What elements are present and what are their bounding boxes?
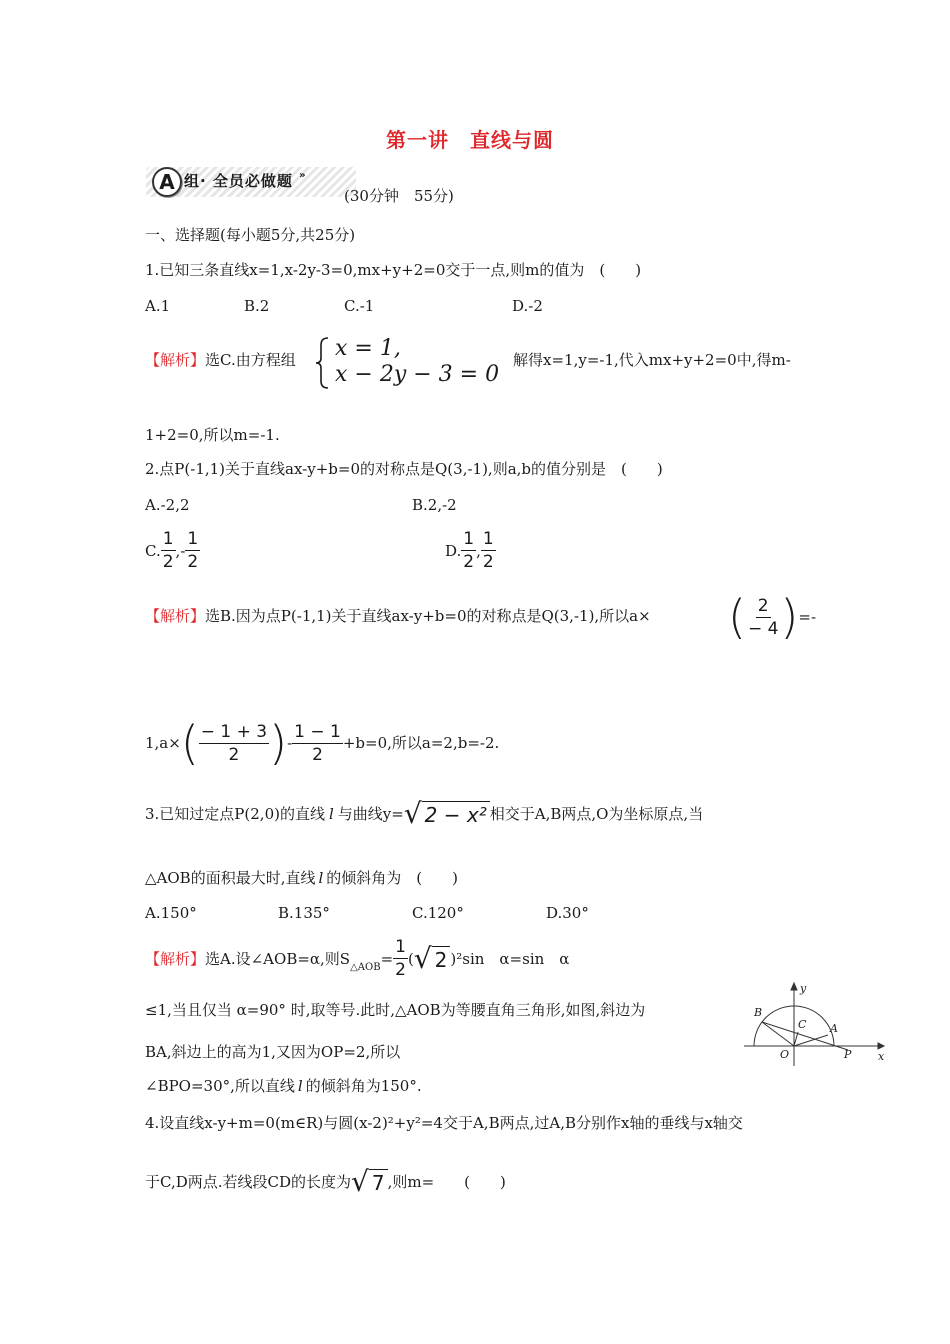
q1-stem: 1.已知三条直线x=1,x-2y-3=0,mx+y+2=0交于一点,则m的值为 ( ) xyxy=(145,261,642,279)
q1-ans-post: 解得x=1,y=-1,代入mx+y+2=0中,得m- xyxy=(513,351,791,369)
q3-solution-line3: BA,斜边上的高为1,又因为OP=2,所以 xyxy=(145,1043,401,1061)
fig-label-b: B xyxy=(754,1006,763,1019)
q1-solution-line1 xyxy=(145,350,296,370)
fig-label-p: P xyxy=(844,1048,852,1061)
q3-ans-tail: )²sin α=sin α xyxy=(450,949,570,968)
q1-option-b: B.2 xyxy=(244,297,270,315)
part-heading: 一、选择题(每小题5分,共25分) xyxy=(145,226,356,244)
time-score: (30分钟 55分) xyxy=(344,187,454,205)
fig-label-o: O xyxy=(780,1048,790,1061)
jiexi-label: 【解析】 xyxy=(145,949,206,968)
sqrt-icon: √ xyxy=(413,941,432,975)
x-axis-arrow-icon xyxy=(878,1043,884,1049)
q3-ans-eq: = xyxy=(380,949,394,968)
q3-stem-line2 xyxy=(145,868,458,888)
line-l-italic: l xyxy=(297,1077,303,1095)
q1-option-a: A.1 xyxy=(145,297,171,315)
q2-solution-line2 xyxy=(145,716,500,770)
q3-solution-line1 xyxy=(145,936,569,981)
segment-ob xyxy=(762,1022,794,1046)
q2-option-c-frac2 xyxy=(185,528,200,573)
q2-option-a: A.-2,2 xyxy=(145,496,190,514)
badge-label xyxy=(184,170,307,191)
q3-sqrt2-content: 2 xyxy=(432,946,451,973)
q3-option-c: C.120° xyxy=(412,904,464,922)
q3-line4-post: 的倾斜角为150°. xyxy=(305,1077,422,1095)
q2-ans-frac1-group xyxy=(728,590,817,644)
fig-label-c: C xyxy=(798,1018,807,1031)
close-paren: ) xyxy=(780,590,799,644)
frac-num: 1 xyxy=(162,529,174,549)
jiexi-label: 【解析】 xyxy=(145,351,206,369)
y-axis-arrow-icon xyxy=(791,983,797,990)
line-l-italic: l xyxy=(328,805,334,823)
frac-num: 1 xyxy=(463,529,475,549)
q3-figure xyxy=(740,980,890,1070)
q1-solution-line2: 1+2=0,所以m=-1. xyxy=(145,426,280,444)
frac-num: 1 xyxy=(482,529,494,549)
q3-stem-post: 相交于A,B两点,O为坐标原点,当 xyxy=(489,805,704,823)
q2-ans-pre: 选B.因为点P(-1,1)关于直线ax-y+b=0的对称点是Q(3,-1),所以a× xyxy=(205,607,651,625)
frac-num: 2 xyxy=(757,595,769,616)
frac-den: 2 xyxy=(463,552,475,572)
q2-line2-post: +b=0,所以a=2,b=-2. xyxy=(342,734,500,752)
q2-option-c xyxy=(145,528,200,573)
q3-sqrt-expression xyxy=(403,797,490,830)
q2-stem: 2.点P(-1,1)关于直线ax-y+b=0的对称点是Q(3,-1),则a,b的值分别是 ( ) xyxy=(145,460,663,478)
fig-label-a: A xyxy=(830,1022,838,1035)
q1-ans-pre: 选C.由方程组 xyxy=(205,351,296,369)
q2-option-d-frac1 xyxy=(461,528,476,573)
frac-den: 2 xyxy=(162,552,174,572)
jiexi-label: 【解析】 xyxy=(145,607,206,625)
fig-label-y: y xyxy=(800,982,807,995)
q4-line2-post: ,则m= ( ) xyxy=(387,1173,506,1191)
frac-den: 2 xyxy=(187,552,199,572)
q1-system-line1: x = 1, xyxy=(335,336,401,361)
frac-num: 1 xyxy=(395,937,406,957)
q3-ans-pre: 选A.设∠AOB=α,则S xyxy=(205,949,351,968)
frac-num: − 1 + 3 xyxy=(200,721,268,742)
open-paren: ( xyxy=(180,716,199,770)
q3-stem xyxy=(145,797,704,830)
q2-ans-frac3 xyxy=(292,721,343,766)
open-paren: ( xyxy=(728,590,746,644)
q3-line2-pre: △AOB的面积最大时,直线 xyxy=(145,869,316,887)
line-l-italic: l xyxy=(318,869,324,887)
q3-line4-pre: ∠BPO=30°,所以直线 xyxy=(145,1077,295,1095)
frac-num: 1 − 1 xyxy=(294,721,341,742)
frac-num: 1 xyxy=(187,529,199,549)
fig-label-x: x xyxy=(878,1050,885,1063)
q2-ans-frac2 xyxy=(199,721,269,766)
q3-ans-sub: △AOB xyxy=(350,962,381,973)
q3-ans-half xyxy=(393,936,408,981)
q3-sqrt2 xyxy=(413,941,451,975)
q2-option-c-frac1 xyxy=(161,528,176,573)
q2-line2-pre: 1,a× xyxy=(145,734,181,752)
q1-option-d: D.-2 xyxy=(512,297,543,315)
q2-option-b: B.2,-2 xyxy=(412,496,457,514)
page-title: 第一讲 直线与圆 xyxy=(386,128,554,152)
q3-paren-open: ( xyxy=(407,949,414,968)
q3-stem-pre: 3.已知过定点P(2,0)的直线 xyxy=(145,805,325,823)
badge-letter-circle: A xyxy=(152,167,182,197)
q3-option-a: A.150° xyxy=(145,904,197,922)
frac-den: 2 xyxy=(482,552,494,572)
frac-den: 2 xyxy=(395,960,406,980)
q2-ans-frac1 xyxy=(746,595,780,640)
q3-line2-post: 的倾斜角为 ( ) xyxy=(326,869,458,887)
q3-stem-mid: 与曲线y= xyxy=(337,805,404,823)
q1-system-line2: x − 2y − 3 = 0 xyxy=(335,362,500,387)
sqrt-icon: √ xyxy=(351,1165,369,1198)
q3-solution-line4 xyxy=(145,1076,422,1096)
q2-option-d-sep: , xyxy=(476,541,481,560)
segment-oa xyxy=(794,1035,828,1046)
frac-den: 2 xyxy=(312,744,323,765)
q2-option-d xyxy=(445,528,496,573)
q2-line2-mid: - xyxy=(287,734,293,752)
q4-sqrt7 xyxy=(351,1165,388,1198)
q4-stem: 4.设直线x-y+m=0(m∈R)与圆(x-2)²+y²=4交于A,B两点,过A,B分别作x轴的垂线与x轴交 xyxy=(145,1114,743,1132)
section-badge xyxy=(152,167,362,197)
sqrt-icon: √ xyxy=(403,797,422,830)
q2-option-d-frac2 xyxy=(481,528,496,573)
q3-option-b: B.135° xyxy=(278,904,330,922)
left-brace-icon xyxy=(313,336,333,390)
frac-den: 2 xyxy=(228,744,240,765)
q2-option-c-prefix: C. xyxy=(145,541,161,560)
q2-option-c-sep: ,- xyxy=(175,541,186,560)
badge-arrow: » xyxy=(299,170,307,181)
q4-stem-line2 xyxy=(145,1165,506,1198)
q3-solution-line2: ≤1,当且仅当 α=90° 时,取等号.此时,△AOB为等腰直角三角形,如图,斜边为 xyxy=(145,1001,646,1019)
segment-oc xyxy=(794,1032,798,1046)
q4-line2-pre: 于C,D两点.若线段CD的长度为 xyxy=(145,1173,352,1191)
q1-equation-system xyxy=(313,336,513,390)
q1-option-c: C.-1 xyxy=(344,297,375,315)
q3-sqrt-content: 2 − x² xyxy=(422,801,490,828)
badge-text: 组· 全员必做题 xyxy=(184,172,293,190)
q2-option-d-prefix: D. xyxy=(445,541,462,560)
q4-sqrt7-content: 7 xyxy=(369,1169,388,1196)
q2-ans-tail: =- xyxy=(798,608,817,626)
q2-solution-line1 xyxy=(145,606,651,626)
q3-option-d: D.30° xyxy=(546,904,589,922)
close-paren: ) xyxy=(269,716,288,770)
frac-den: − 4 xyxy=(747,618,779,639)
